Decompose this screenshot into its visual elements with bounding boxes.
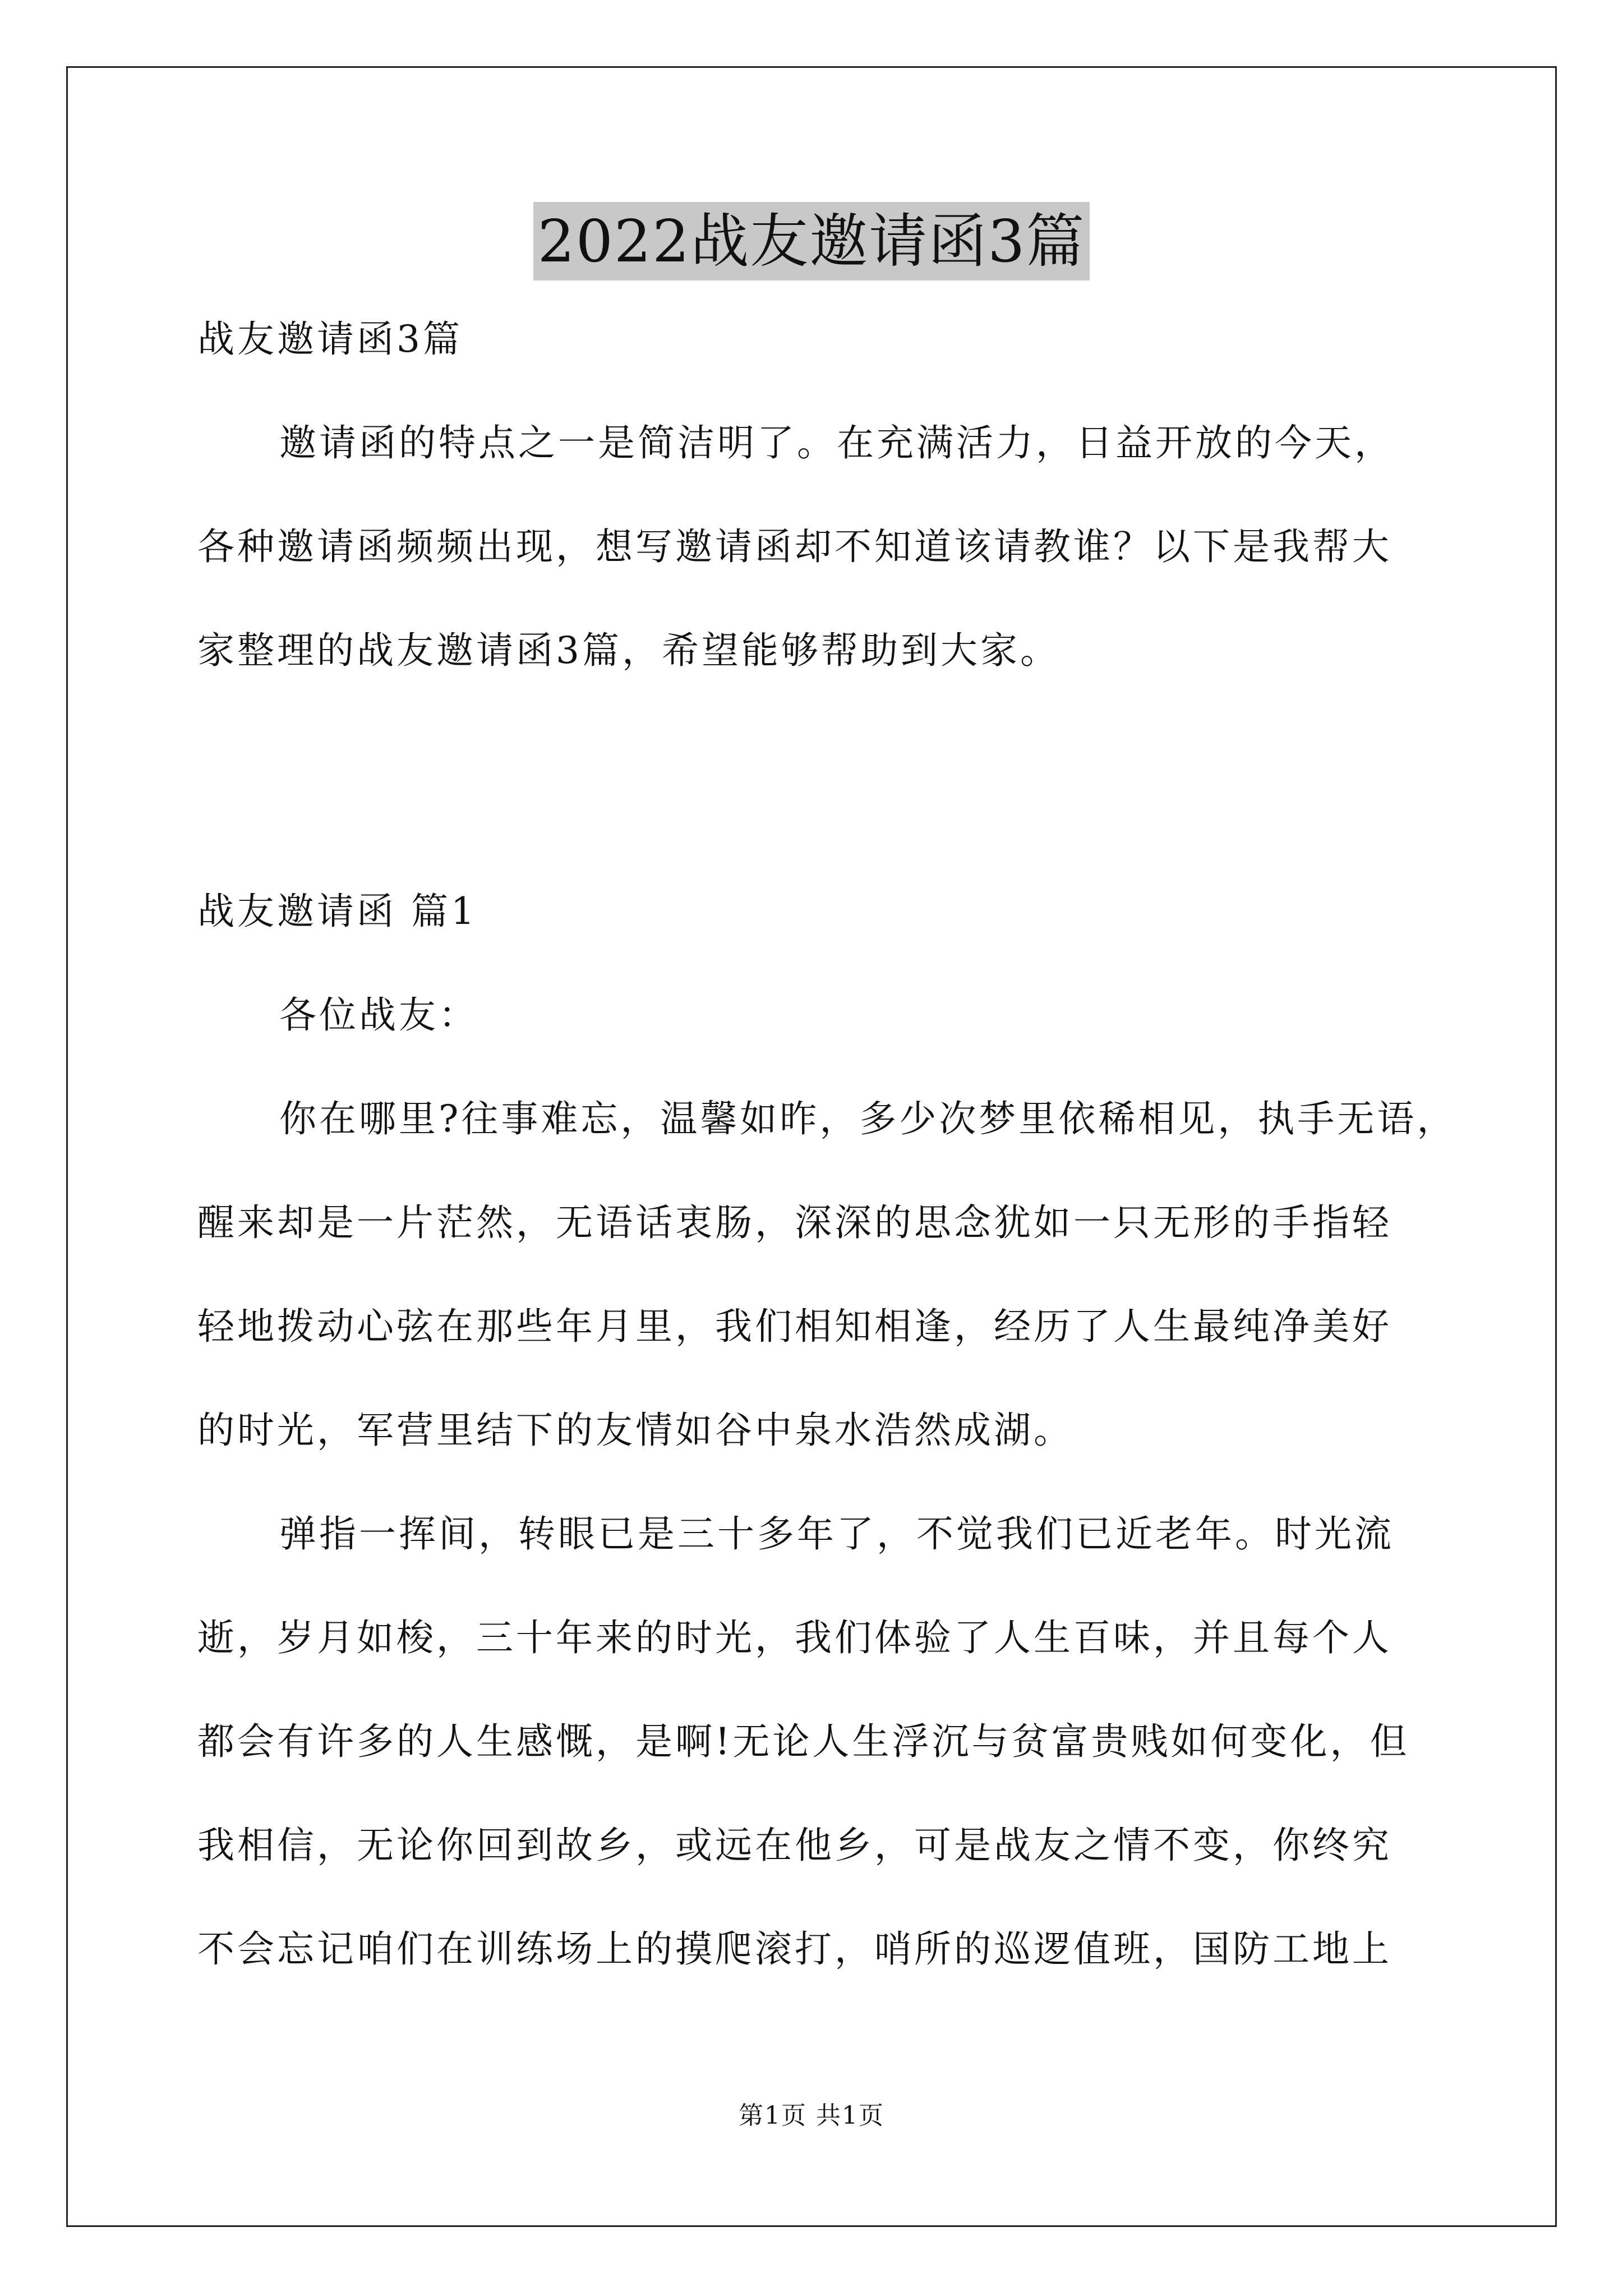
- page-footer: 第1页 共1页: [739, 2101, 884, 2130]
- document-title: 2022战友邀请函3篇: [533, 202, 1090, 280]
- title-container: [0, 202, 1623, 280]
- paragraph-line: 你在哪里?往事难忘，温馨如昨，多少次梦里依稀相见，执手无语，: [279, 1097, 1457, 1140]
- paragraph-line: 逝，岁月如梭，三十年来的时光，我们体验了人生百味，并且每个人: [197, 1616, 1392, 1659]
- paragraph-line: 轻地拨动心弦在那些年月里，我们相知相逢，经历了人生最纯净美好: [197, 1305, 1392, 1348]
- paragraph-line: 的时光，军营里结下的友情如谷中泉水浩然成湖。: [197, 1409, 1073, 1452]
- subtitle: 战友邀请函3篇: [197, 318, 463, 361]
- paragraph-line: 我相信，无论你回到故乡，或远在他乡，可是战友之情不变，你终究: [197, 1824, 1392, 1867]
- paragraph-line: 醒来却是一片茫然，无语话衷肠，深深的思念犹如一只无形的手指轻: [197, 1201, 1392, 1244]
- paragraph-line: 弹指一挥间，转眼已是三十多年了，不觉我们已近老年。时光流: [279, 1512, 1394, 1556]
- intro-line: 各种邀请函频频出现，想写邀请函却不知道该请教谁？以下是我帮大: [197, 525, 1392, 568]
- paragraph-line: 不会忘记咱们在训练场上的摸爬滚打，哨所的巡逻值班，国防工地上: [197, 1927, 1392, 1971]
- section-heading: 战友邀请函 篇1: [197, 890, 477, 933]
- paragraph-line: 都会有许多的人生感慨，是啊!无论人生浮沉与贫富贵贱如何变化，但: [197, 1720, 1410, 1763]
- intro-line: 邀请函的特点之一是简洁明了。在充满活力，日益开放的今天，: [279, 421, 1394, 464]
- salutation: 各位战友：: [279, 993, 478, 1037]
- intro-line: 家整理的战友邀请函3篇，希望能够帮助到大家。: [197, 629, 1060, 672]
